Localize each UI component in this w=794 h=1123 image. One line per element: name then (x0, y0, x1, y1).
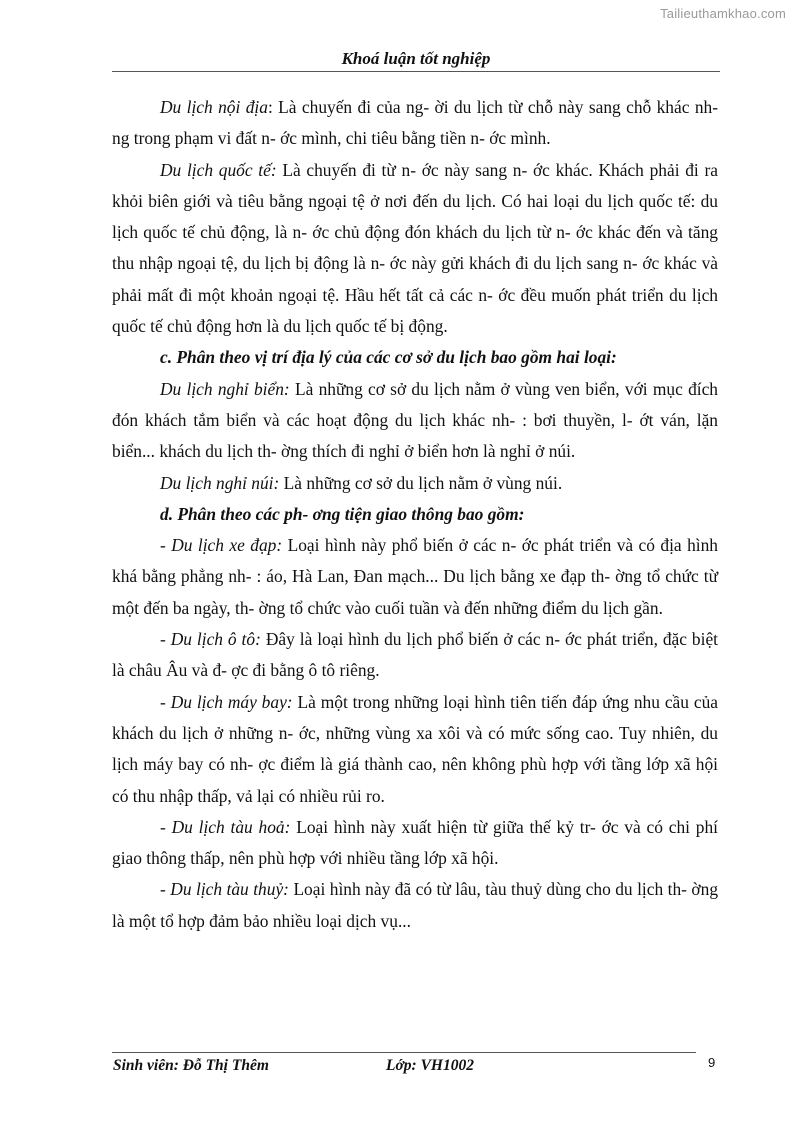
term: Du lịch nghỉ núi: (160, 472, 280, 493)
paragraph-beach-tourism (112, 374, 718, 468)
term: - Du lịch tàu hoả: (160, 816, 291, 837)
document-body (112, 92, 718, 937)
paragraph-mountain-tourism (112, 468, 718, 499)
paragraph-car-tourism (112, 624, 718, 687)
section-heading-c: c. Phân theo vị trí địa lý của các cơ sở du lịch bao gồm hai loại: (160, 347, 617, 368)
footer-rule (112, 1052, 696, 1053)
header-rule (112, 71, 720, 72)
watermark: Tailieuthamkhao.com (660, 6, 786, 21)
paragraph-text: Là chuyến đi từ n- ớc này sang n- ớc khác. Khách phải đi ra khỏi biên giới và tiêu bằng ngoại tệ ở nơi đến du lịch. Có hai loại du lịch quốc tế: du lịch quốc tế chủ động, là n- ớc chủ động đón khách du lịch từ n- ớc khác đến và tăng thu nhập ngoại tệ, du lịch bị động là n- ớc này gửi khách đi du lịch sang n- ớc khác và phải mất đi một khoản ngoại tệ. Hầu hết tất cả các n- ớc đều muốn phát triển du lịch quốc tế chủ động hơn là du lịch quốc tế bị động. (112, 159, 718, 337)
paragraph-text: : Là chuyến đi của ng- ời du lịch từ chỗ này sang chỗ khác nh- ng trong phạm vi đất n- ớc mình, chi tiêu bằng tiền n- ớc mình. (112, 97, 718, 149)
paragraph-text: Là những cơ sở du lịch nằm ở vùng ven biển, với mục đích đón khách tắm biển và các hoạt động du lịch khác nh- : bơi thuyền, l- ớt ván, lặn biển... khách du lịch th- ờng thích đi nghỉ ở biển hơn là nghỉ ở núi. (112, 378, 719, 462)
paragraph-ship-tourism (112, 874, 718, 937)
term: - Du lịch tàu thuỷ: (160, 879, 289, 900)
footer-student: Sinh viên: Đỗ Thị Thêm (113, 1057, 269, 1074)
page-header-title: Khoá luận tốt nghiệp (341, 49, 491, 68)
paragraph-text: Đây là loại hình du lịch phổ biến ở các n- ớc phát triển, đặc biệt là châu Âu và đ- ợc đi bằng ô tô riêng. (112, 629, 719, 681)
term: Du lịch nghỉ biển: (160, 378, 290, 399)
page-number: 9 (708, 1055, 716, 1070)
term: - Du lịch xe đạp: (160, 535, 283, 556)
paragraph-text: Là những cơ sở du lịch nằm ở vùng núi. (279, 472, 563, 493)
section-heading-d: d. Phân theo các ph- ơng tiện giao thông bao gồm: (160, 503, 525, 524)
paragraph-text: Loại hình này phổ biến ở các n- ớc phát triển và có địa hình khá bằng phẳng nh- : áo, Hà Lan, Đan mạch... Du lịch bằng xe đạp th- ờng tổ chức từ một đến ba ngày, th- ờng tổ chức vào cuối tuần và đến những điểm du lịch gần. (112, 535, 718, 618)
paragraph-airplane-tourism (112, 687, 718, 812)
paragraph-text: Loại hình này xuất hiện từ giữa thế kỷ tr- ớc và có chi phí giao thông thấp, nên phù hợp với nhiều tầng lớp xã hội. (112, 816, 718, 869)
paragraph-domestic-tourism (112, 92, 718, 155)
term: Du lịch nội địa (160, 97, 268, 117)
paragraph-train-tourism (112, 812, 718, 875)
paragraph-international-tourism (112, 155, 718, 343)
paragraph-bicycle-tourism (112, 530, 718, 624)
term: - Du lịch ô tô: (160, 629, 261, 650)
term: Du lịch quốc tế: (160, 159, 277, 180)
footer-class: Lớp: VH1002 (386, 1057, 474, 1074)
paragraph-text: Là một trong những loại hình tiên tiến đáp ứng nhu cầu của khách du lịch ở những n- ớc, những vùng xa xôi và có mức sống cao. Tuy nhiên, du lịch máy bay có nh- ợc điểm là giá thành cao, nên không phù hợp với tầng lớp xã hội có thu nhập thấp, vả lại có nhiều rủi ro. (112, 691, 718, 806)
paragraph-text: Loại hình này đã có từ lâu, tàu thuỷ dùng cho du lịch th- ờng là một tổ hợp đảm bảo nhiều loại dịch vụ... (112, 879, 719, 931)
term: - Du lịch máy bay: (160, 691, 293, 712)
